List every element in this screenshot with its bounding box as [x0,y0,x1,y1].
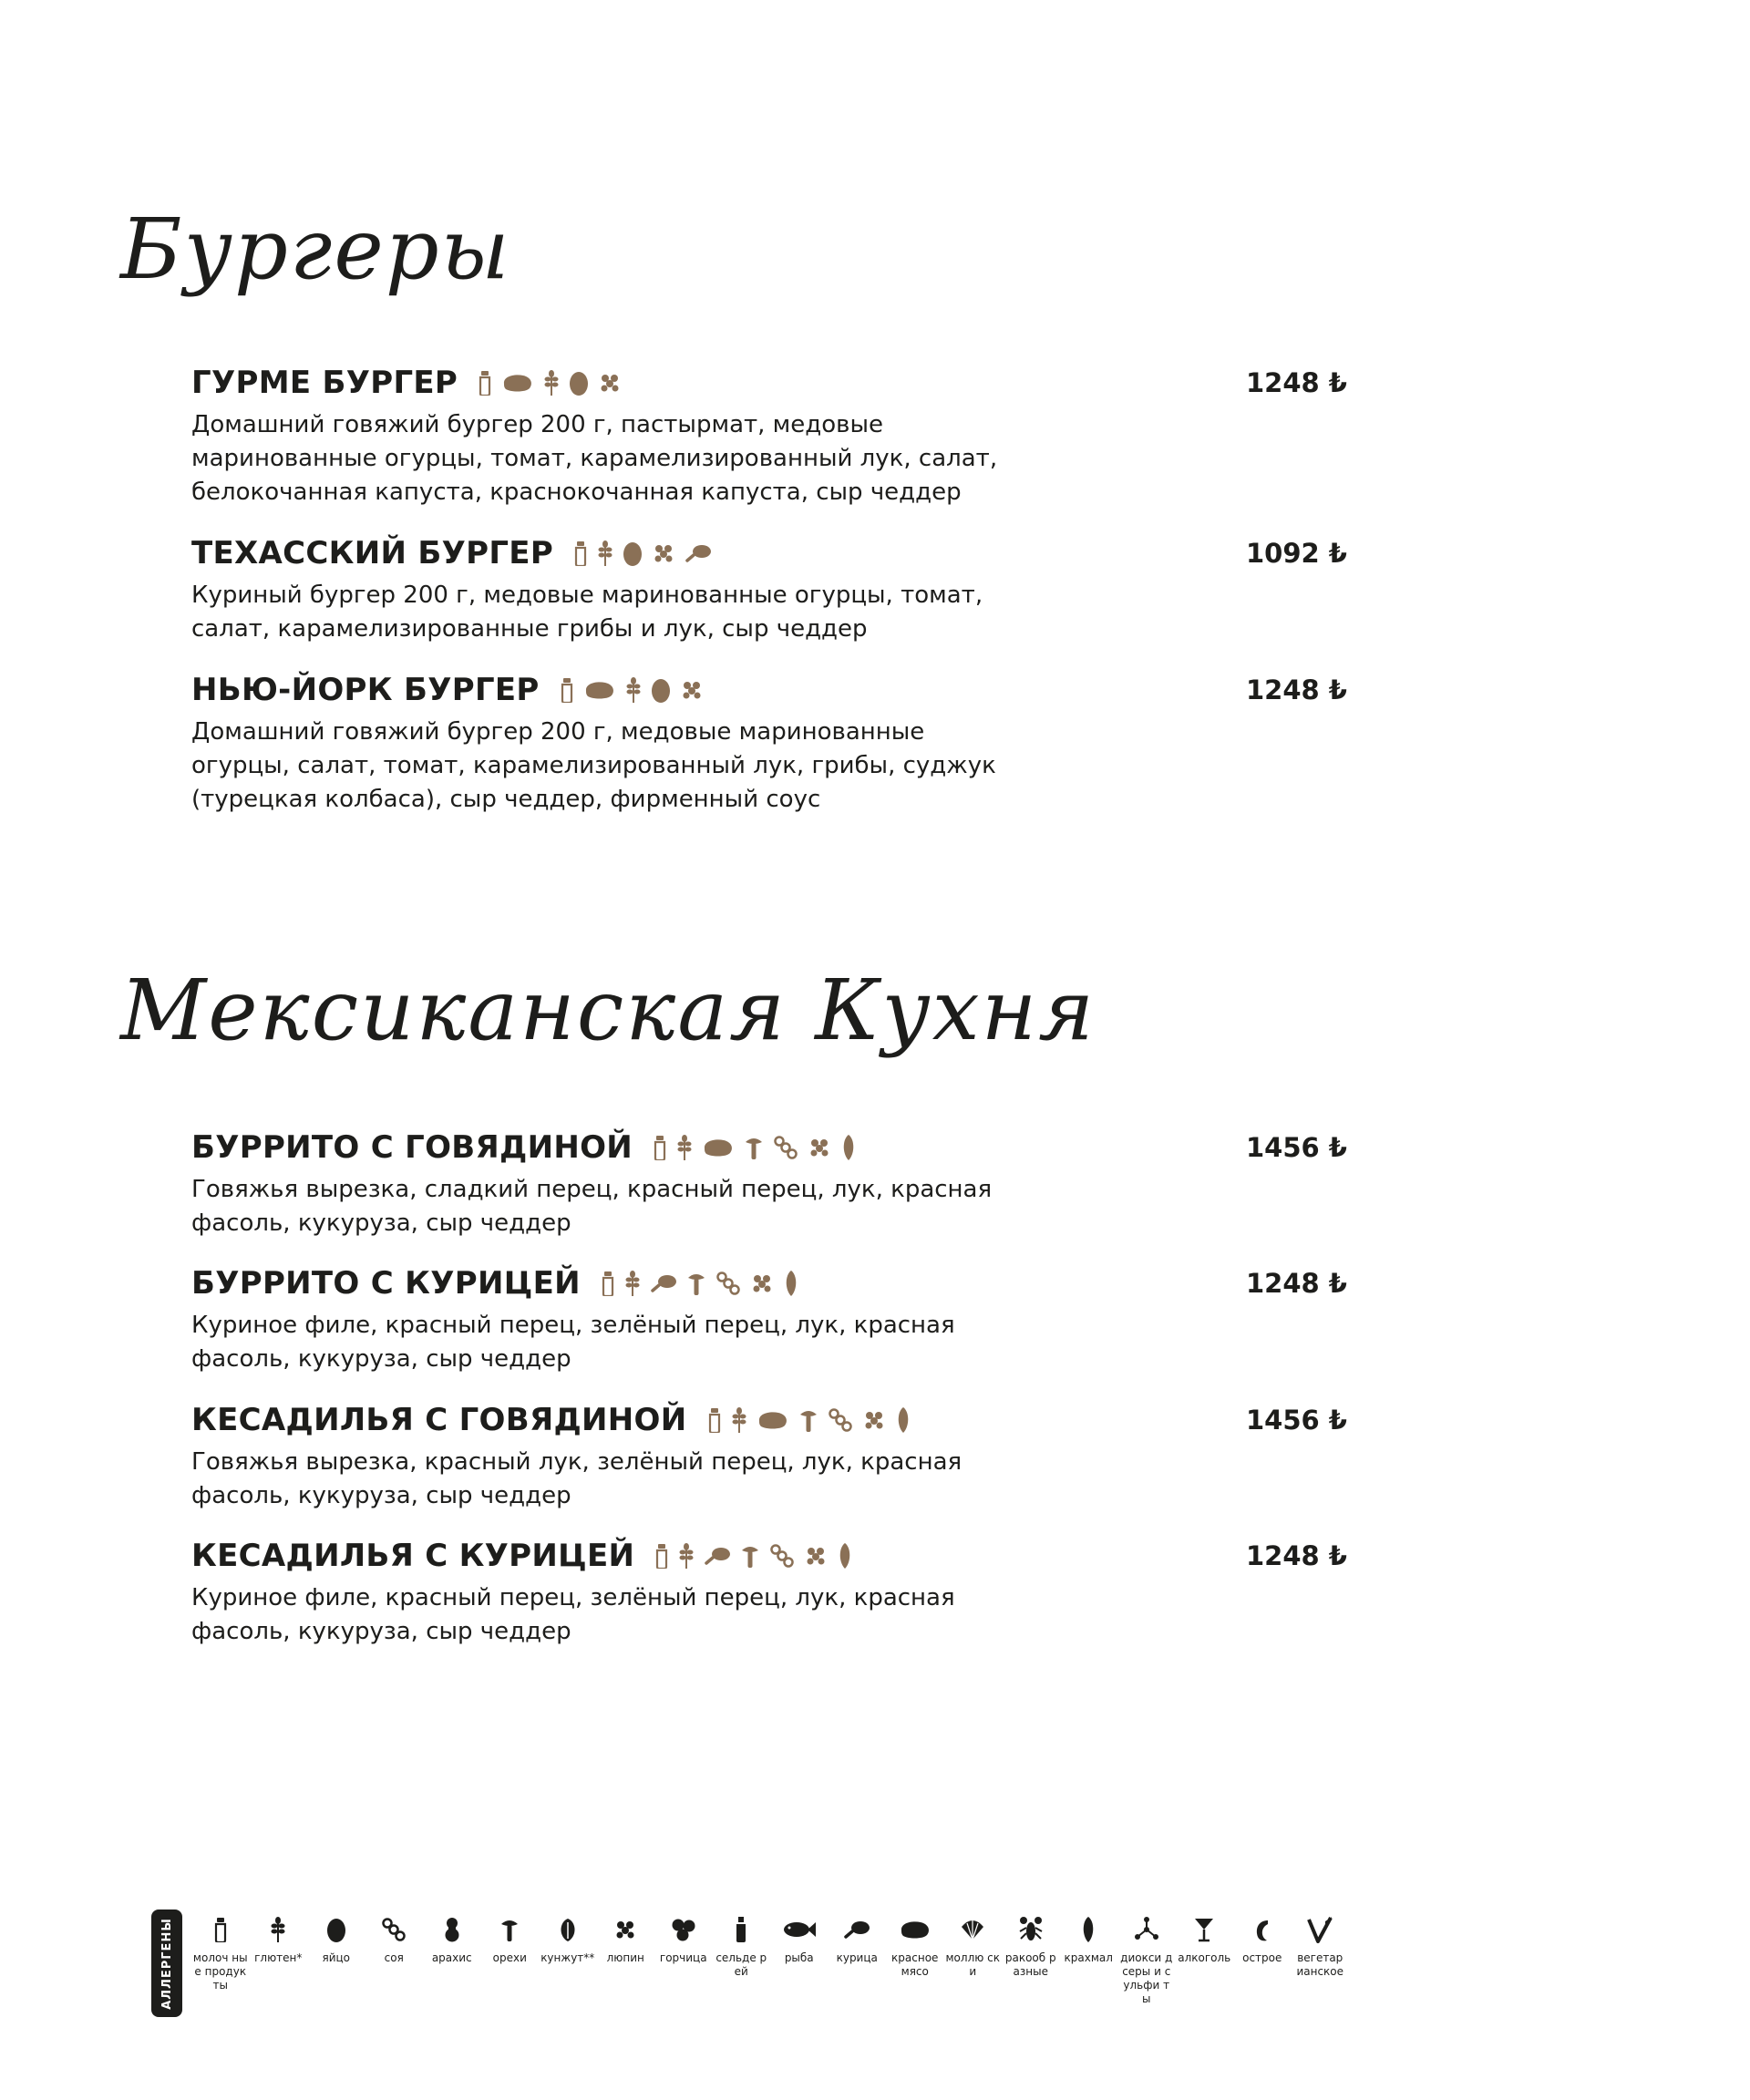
soy-icon [381,1910,407,1950]
celery-icon [734,1910,748,1950]
allergen-legend [151,1910,1373,2046]
gluten-icon [597,540,613,567]
menu-item-name: БУРРИТО С ГОВЯДИНОЙ [191,1129,633,1166]
starch-icon [783,1270,799,1297]
menu-item-name: КЕСАДИЛЬЯ С ГОВЯДИНОЙ [191,1402,687,1438]
lupin-icon [598,371,622,395]
gluten-icon [543,369,560,396]
egg-icon [623,540,643,566]
allergen-legend-label: молоч ные продук ты [192,1951,248,1992]
allergen-legend-label: моллю ски [945,1951,1000,1978]
menu-item-price: 1456 ₺ [1246,1405,1347,1436]
sulphite-icon [1133,1910,1160,1950]
allergen-legend-item [481,1910,540,2006]
allergen-legend-item [944,1910,1003,2006]
allergen-legend-item [1117,1910,1176,2006]
nuts-icon [798,1407,818,1433]
gluten-icon [676,1134,693,1161]
menu-item-allergen-icons [560,676,704,704]
section-title-mexican: Мексиканская Кухня [120,962,1096,1059]
peanut-icon [443,1910,461,1950]
allergen-legend-label: вегетар ианское [1296,1951,1344,1978]
menu-item-header [191,1127,1358,1168]
menu-item-header [191,363,1358,403]
menu-item-price: 1248 ₺ [1246,1268,1347,1299]
alcohol-icon [1193,1910,1215,1950]
allergen-legend-label: арахис [431,1951,472,1964]
allergen-tab [151,1910,182,2017]
menu-item-description: Куриное филе, красный перец, зелёный перец, лук, красная фасоль, кукуруза, сыр чеддер [191,1584,955,1645]
allergen-legend-item [307,1910,365,2006]
menu-item-description: Куриное филе, красный перец, зелёный перец, лук, красная фасоль, кукуруза, сыр чеддер [191,1312,955,1373]
menu-item [191,1127,1358,1240]
mustard-icon [670,1910,697,1950]
menu-item-name: ГУРМЕ БУРГЕР [191,365,458,401]
milk-icon [601,1271,615,1296]
menu-item-allergen-icons [478,369,622,396]
menu-item-description: Говяжья вырезка, красный лук, зелёный перец, лук, красная фасоль, кукуруза, сыр чеддер [191,1448,962,1509]
menu-item [191,533,1358,646]
menu-item-name: НЬЮ-ЙОРК БУРГЕР [191,672,540,708]
allergen-legend-items [191,1910,1349,2006]
allergen-legend-label: яйцо [322,1951,351,1964]
allergen-legend-label: кунжут** [540,1951,595,1964]
red-meat-icon [757,1410,789,1430]
vegetarian-icon [1307,1910,1333,1950]
menu-item-header [191,1263,1358,1303]
allergen-legend-label: горчица [659,1951,707,1964]
allergen-legend-label: ракооб разные [1004,1951,1056,1978]
lupin-icon [613,1910,637,1950]
milk-icon [573,540,588,566]
allergen-legend-item [423,1910,481,2006]
gluten-icon [625,676,642,704]
menu-item-price: 1456 ₺ [1246,1132,1347,1163]
starch-icon [837,1542,853,1570]
menu-item [191,363,1358,510]
red-meat-icon [501,373,534,393]
starch-icon [1080,1910,1096,1950]
gluten-icon [270,1910,286,1950]
nuts-icon [740,1543,760,1569]
allergen-legend-item [250,1910,308,2006]
milk-icon [653,1135,667,1160]
menu-item-allergen-icons [601,1270,799,1297]
menu-item-header [191,1536,1358,1576]
menu-item-description: Домашний говяжий бургер 200 г, пастырмат, медовые маринованные огурцы, томат, карамелизированный лук, салат, белокочанная капуста, краснокочанная капуста, сыр чеддер [191,411,998,506]
allergen-legend-label: сельде рей [715,1951,767,1978]
nuts-icon [499,1910,520,1950]
allergen-legend-item [191,1910,250,2006]
menu-item-name: КЕСАДИЛЬЯ С КУРИЦЕЙ [191,1538,635,1574]
red-meat-icon [583,680,616,700]
menu-item-price: 1248 ₺ [1246,674,1347,705]
menu-item-price: 1248 ₺ [1246,1540,1347,1571]
menu-item-header [191,533,1358,573]
milk-icon [654,1543,669,1569]
chicken-icon [843,1910,870,1950]
allergen-legend-item [1060,1910,1118,2006]
allergen-legend-item [1176,1910,1234,2006]
egg-icon [651,677,671,703]
menu-item-header [191,1400,1358,1440]
egg-icon [326,1910,346,1950]
chicken-icon [685,543,712,563]
allergen-legend-label: алкоголь [1178,1951,1231,1964]
red-meat-icon [899,1910,932,1950]
allergen-legend-label: рыба [784,1951,814,1964]
menu-item-price: 1248 ₺ [1246,367,1347,398]
mollusc-icon [959,1910,986,1950]
fish-icon [782,1910,817,1950]
allergen-legend-label: соя [384,1951,404,1964]
menu-item [191,1536,1358,1649]
starch-icon [840,1134,857,1161]
allergen-legend-item [886,1910,944,2006]
menu-item-description: Домашний говяжий бургер 200 г, медовые маринованные огурцы, салат, томат, карамелизированный лук, грибы, суджук (турецкая колбаса), сыр чеддер, фирменный соус [191,718,996,813]
crustacean-icon [1017,1910,1045,1950]
menu-item-allergen-icons [707,1406,911,1434]
allergen-legend-label: курица [836,1951,878,1964]
menu-item-price: 1092 ₺ [1246,538,1347,569]
soy-icon [773,1135,798,1160]
starch-icon [895,1406,911,1434]
nuts-icon [686,1271,706,1296]
allergen-legend-item [1002,1910,1060,2006]
allergen-legend-item [1292,1910,1350,2006]
menu-item-name: БУРРИТО С КУРИЦЕЙ [191,1265,581,1302]
milk-icon [560,677,574,703]
lupin-icon [862,1408,886,1432]
menu-item-allergen-icons [653,1134,857,1161]
chicken-icon [650,1273,677,1293]
menu-item-header [191,670,1358,710]
allergen-legend-item [770,1910,829,2006]
sesame-icon [557,1910,579,1950]
menu-item [191,1400,1358,1513]
lupin-icon [808,1136,831,1159]
allergen-legend-label: красное мясо [891,1951,939,1978]
menu-item-description: Куриный бургер 200 г, медовые маринованные огурцы, томат, салат, карамелизированные грибы и лук, сыр чеддер [191,582,983,643]
milk-icon [213,1910,228,1950]
chicken-icon [704,1546,731,1566]
soy-icon [828,1407,853,1433]
allergen-tab-label: АЛЛЕРГЕНЫ [160,1917,174,2010]
lupin-icon [750,1271,774,1295]
allergen-legend-label: крахмал [1064,1951,1113,1964]
lupin-icon [680,678,704,702]
section-title-burgers: Бургеры [120,201,511,298]
menu-item [191,670,1358,817]
allergen-legend-item [539,1910,597,2006]
allergen-legend-item [654,1910,713,2006]
allergen-legend-label: глютен* [254,1951,303,1964]
allergen-legend-item [365,1910,424,2006]
nuts-icon [744,1135,764,1160]
allergen-legend-label: люпин [606,1951,644,1964]
gluten-icon [731,1406,747,1434]
soy-icon [769,1543,795,1569]
menu-item-description: Говяжья вырезка, сладкий перец, красный перец, лук, красная фасоль, кукуруза, сыр чеддер [191,1176,993,1237]
allergen-legend-item [713,1910,771,2006]
gluten-icon [624,1270,641,1297]
milk-icon [478,370,492,396]
allergen-legend-label: диокси д серы и сульфи ты [1120,1951,1173,2005]
allergen-legend-item [1233,1910,1292,2006]
menu-item [191,1263,1358,1376]
soy-icon [715,1271,741,1296]
allergen-legend-label: орехи [492,1951,527,1964]
menu-item-name: ТЕХАССКИЙ БУРГЕР [191,535,554,571]
lupin-icon [804,1544,828,1568]
egg-icon [569,370,589,396]
menu-item-allergen-icons [654,1542,853,1570]
menu-item-allergen-icons [573,540,712,567]
spicy-icon [1252,1910,1272,1950]
gluten-icon [678,1542,695,1570]
allergen-legend-item [597,1910,655,2006]
milk-icon [707,1407,722,1433]
allergen-legend-item [829,1910,887,2006]
allergen-legend-label: острое [1242,1951,1282,1964]
red-meat-icon [702,1138,735,1158]
lupin-icon [652,541,675,565]
